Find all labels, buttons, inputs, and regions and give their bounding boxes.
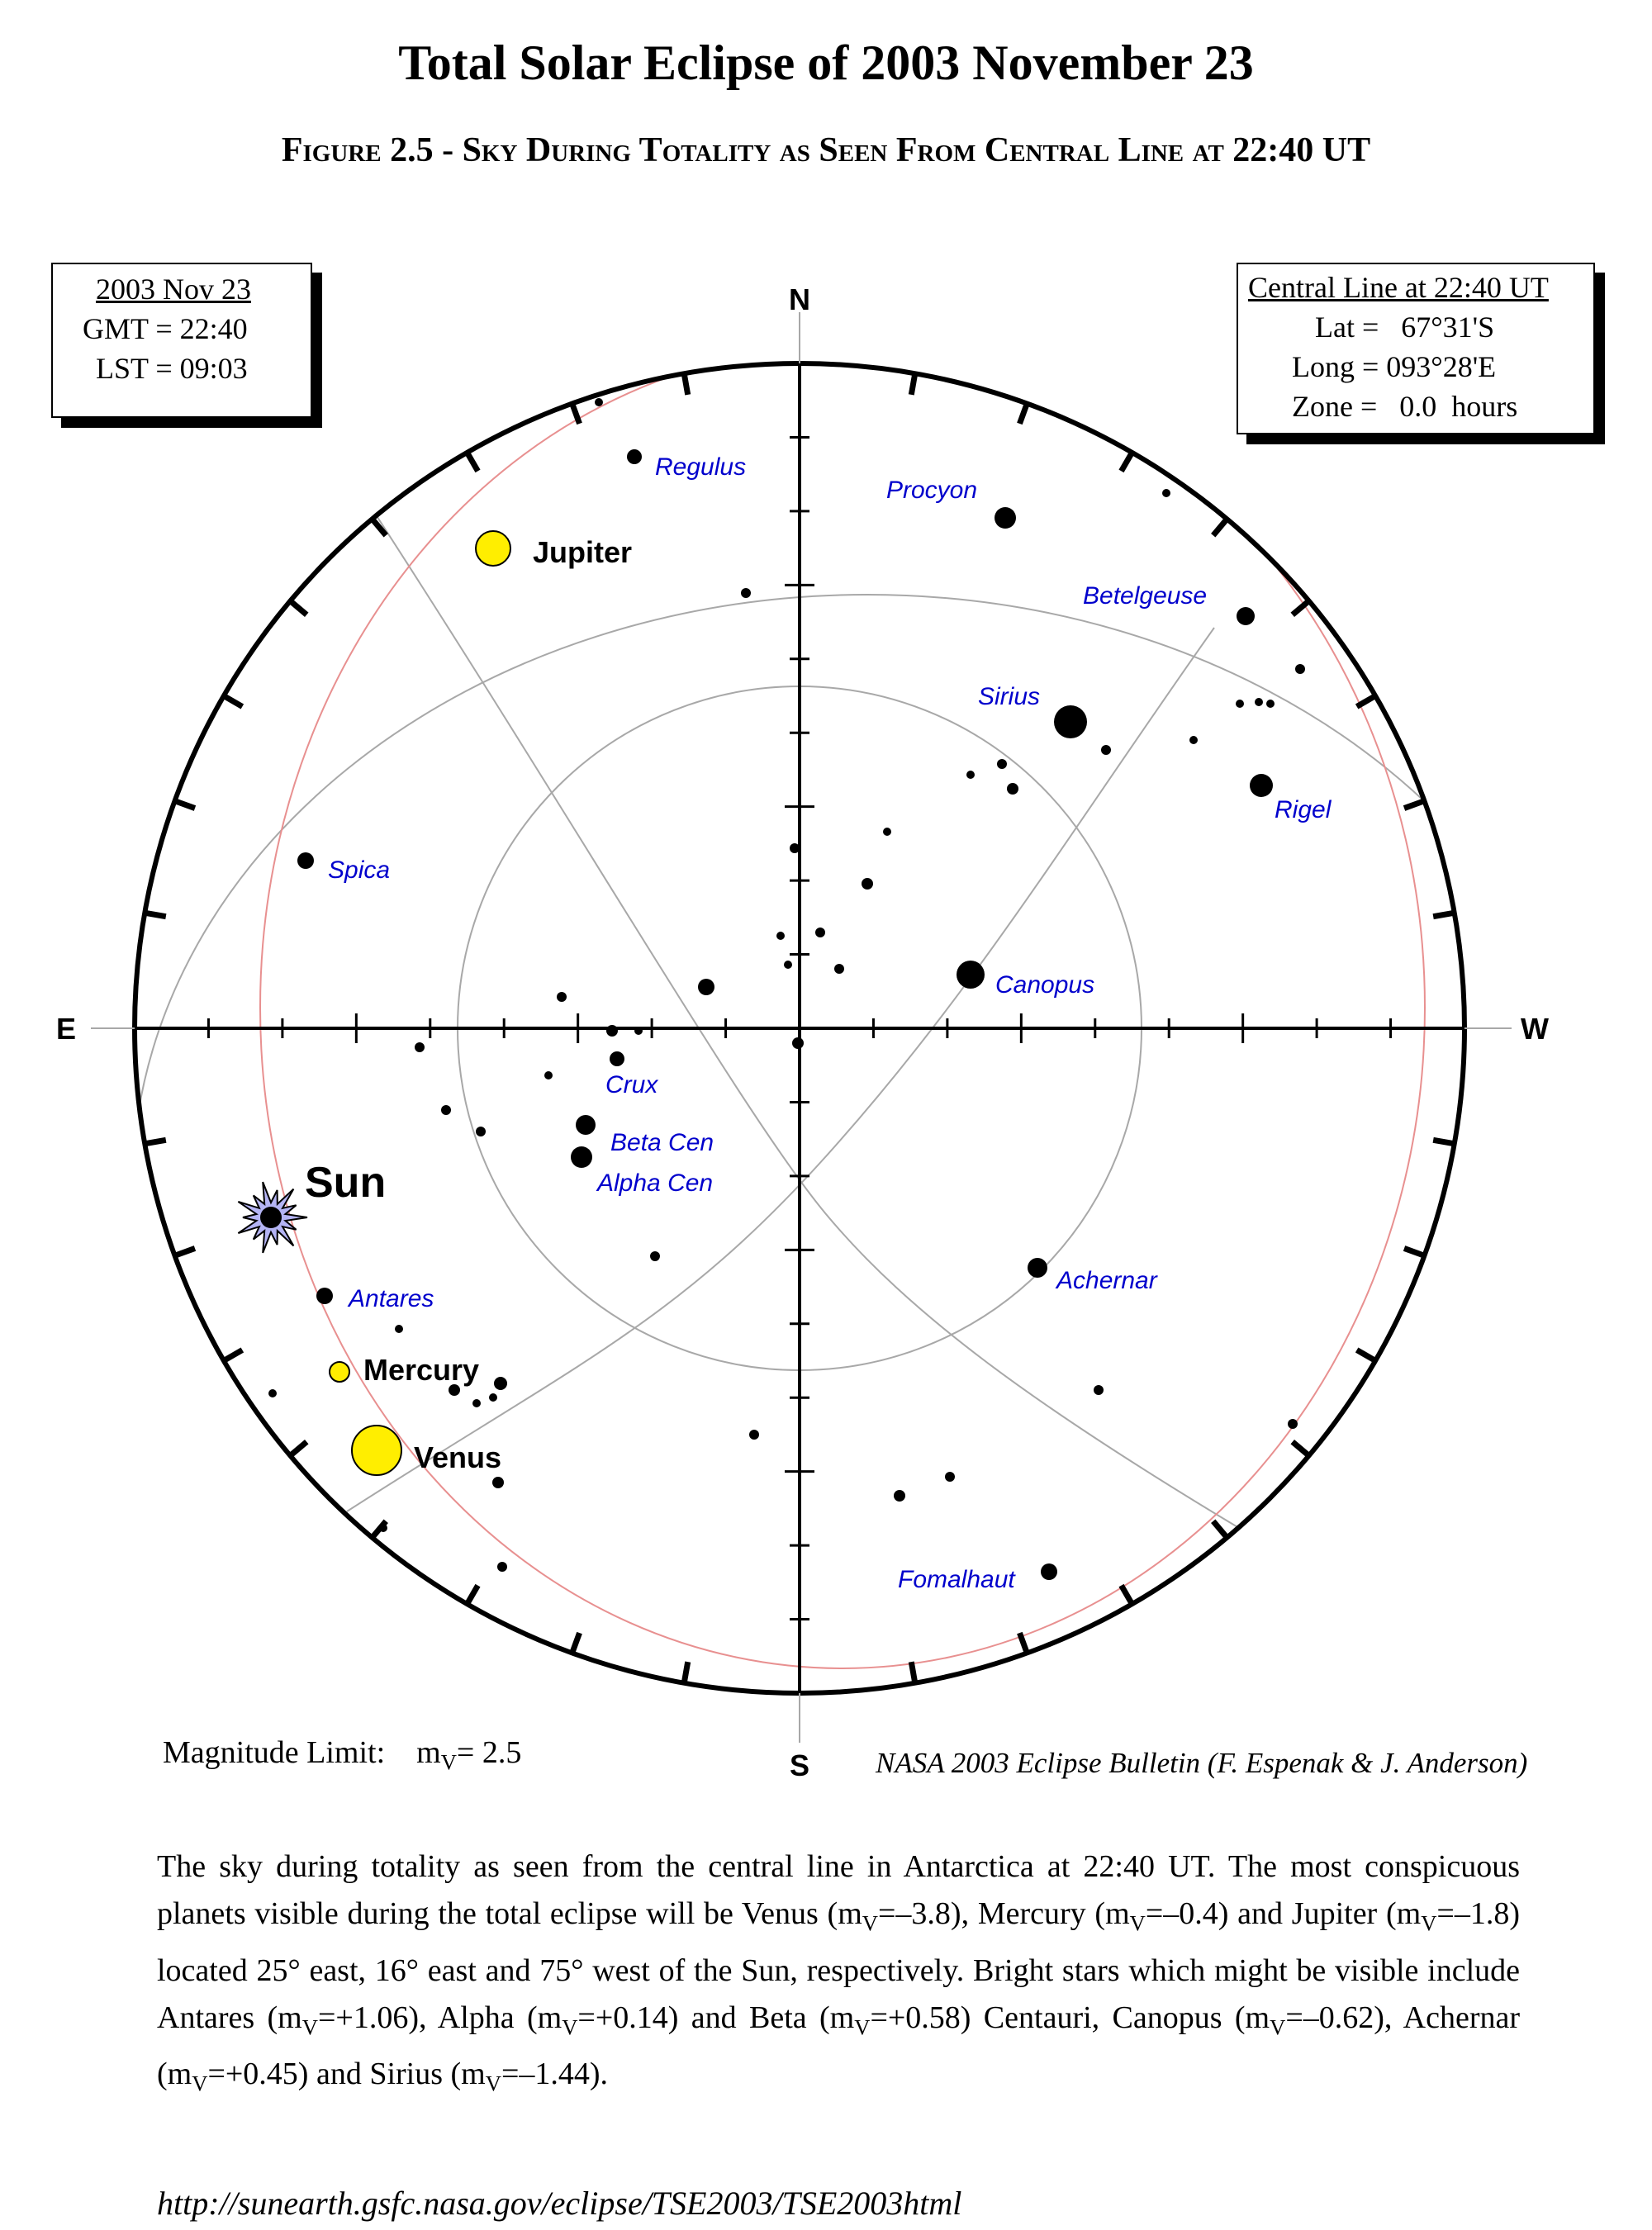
named-stars	[297, 449, 1273, 1580]
horizon-tick	[1404, 801, 1423, 808]
caption-part: =–3.8), Mercury (m	[878, 1896, 1130, 1931]
caption-part: The sky during totality as seen from the central line in Antarctica at 22:40 UT. The most conspicuous planets visible during the total eclipse will be Venus (m	[157, 1849, 1520, 1931]
horizon-tick	[1019, 405, 1026, 424]
star-regulus	[627, 449, 642, 464]
background-star	[268, 1389, 277, 1397]
label-sun: Sun	[305, 1159, 387, 1207]
caption-part: =+0.45) and Sirius (m	[207, 2057, 486, 2092]
horizon-tick	[1213, 520, 1226, 535]
background-star	[1189, 736, 1198, 744]
background-star	[1101, 745, 1111, 755]
background-star	[544, 1071, 553, 1079]
horizon-tick	[1293, 1442, 1308, 1454]
longitude-line: Long = 093°28'E	[1292, 350, 1497, 383]
figure-subtitle: Figure 2.5 - Sky During Totality as Seen From Central Line at 22:40 UT	[281, 131, 1371, 169]
caption-part: =+1.06), Alpha (m	[317, 2000, 563, 2035]
horizon-tick	[1433, 1140, 1453, 1143]
star-achernar	[1028, 1258, 1047, 1278]
background-star	[784, 961, 792, 969]
caption-sub: V	[1129, 1910, 1146, 1936]
caption-part: =–0.4) and Jupiter (m	[1145, 1896, 1422, 1931]
magnitude-subscript: V	[440, 1749, 457, 1775]
page-title: Total Solar Eclipse of 2003 November 23	[398, 36, 1254, 90]
south-label: S	[789, 1748, 810, 1782]
background-star	[1295, 664, 1305, 674]
horizon-tick	[1404, 1248, 1423, 1255]
star-sirius	[1054, 705, 1087, 738]
caption-sub: V	[1421, 1910, 1437, 1936]
label-procyon: Procyon	[886, 477, 978, 504]
star-rigel	[1250, 774, 1273, 797]
label-antares: Antares	[349, 1285, 434, 1312]
background-star	[489, 1393, 497, 1402]
background-star	[476, 1127, 486, 1136]
horizon-tick	[1122, 1586, 1132, 1603]
horizon-tick	[1433, 913, 1453, 917]
figure-caption	[157, 1843, 1520, 2108]
caption-part: =–1.44).	[501, 2057, 609, 2092]
background-star	[741, 588, 751, 598]
horizon-tick	[572, 1633, 579, 1652]
background-star	[698, 979, 714, 995]
planet-venus	[352, 1426, 401, 1475]
magnitude-limit	[163, 1734, 521, 1776]
background-star	[749, 1430, 759, 1440]
background-star	[1266, 700, 1275, 708]
credit-line: NASA 2003 Eclipse Bulletin (F. Espenak & J. Anderson)	[876, 1747, 1528, 1779]
west-label: W	[1521, 1012, 1549, 1046]
horizon-tick	[468, 454, 478, 472]
horizon-tick	[176, 801, 195, 808]
label-regulus: Regulus	[655, 453, 747, 481]
background-star	[650, 1251, 660, 1261]
gmt-line: GMT = 22:40	[83, 312, 248, 345]
background-star	[1236, 700, 1244, 708]
caption-sub: V	[301, 2014, 318, 2040]
horizon-tick	[1122, 454, 1132, 472]
background-star	[634, 1027, 643, 1035]
caption-part: =+0.14) and Beta (m	[577, 2000, 855, 2035]
horizon-tick	[685, 375, 688, 395]
background-star	[557, 992, 567, 1002]
caption-sub: V	[862, 1910, 878, 1936]
sun-disk	[260, 1207, 282, 1228]
background-star	[815, 928, 825, 937]
sun-marker	[238, 1182, 307, 1253]
magnitude-symbol: m	[416, 1735, 441, 1770]
lst-line: LST = 09:03	[96, 352, 248, 385]
horizon-tick	[292, 1442, 306, 1454]
caption-sub: V	[192, 2071, 208, 2096]
caption-part: =–1.8) located 25° east, 16° east and 75° west of the Sun, respectively. Bright stars which might be visible include Antares (m	[157, 1896, 1520, 2035]
horizon-tick	[146, 1140, 166, 1143]
background-star	[595, 398, 603, 406]
background-star	[1162, 489, 1170, 497]
background-star	[415, 1042, 425, 1052]
star-betelgeuse	[1237, 607, 1255, 625]
horizon-tick	[1213, 1521, 1226, 1536]
caption-part: =–0.62), Achernar (m	[157, 2000, 1521, 2092]
horizon-tick	[911, 1662, 914, 1682]
north-label: N	[789, 282, 810, 316]
caption-sub: V	[562, 2014, 578, 2040]
label-rigel: Rigel	[1275, 796, 1332, 823]
planet-jupiter	[476, 531, 510, 566]
background-star	[395, 1325, 403, 1333]
background-star	[894, 1490, 905, 1502]
label-beta-cen: Beta Cen	[610, 1129, 714, 1156]
horizon-tick	[685, 1662, 688, 1682]
horizon-tick	[146, 913, 166, 917]
background-star	[1094, 1385, 1104, 1395]
star-canopus	[957, 961, 985, 989]
label-fomalhaut: Fomalhaut	[898, 1566, 1015, 1593]
background-star	[494, 1377, 507, 1390]
label-venus: Venus	[414, 1440, 502, 1474]
zone-line: Zone = 0.0 hours	[1292, 390, 1518, 423]
horizon-tick	[1357, 1350, 1374, 1360]
label-mercury: Mercury	[363, 1353, 480, 1387]
horizon-tick	[468, 1586, 478, 1603]
star-crux	[610, 1051, 624, 1066]
background-star	[472, 1399, 481, 1407]
latitude-line: Lat = 67°31'S	[1315, 311, 1495, 344]
source-url: http://sunearth.gsfc.nasa.gov/eclipse/TSE2003/TSE2003html	[157, 2185, 962, 2222]
background-star	[1255, 698, 1263, 706]
background-star	[1007, 783, 1018, 795]
horizon-tick	[292, 602, 306, 614]
east-label: E	[55, 1012, 77, 1046]
caption-sub: V	[854, 2014, 871, 2040]
date-line: 2003 Nov 23	[96, 273, 251, 306]
horizon-tick	[1293, 602, 1308, 614]
horizon-tick	[176, 1248, 195, 1255]
horizon-tick	[911, 375, 914, 395]
label-achernar: Achernar	[1056, 1267, 1157, 1294]
label-betelgeuse: Betelgeuse	[1083, 582, 1208, 610]
star-spica	[297, 852, 314, 869]
label-spica: Spica	[328, 856, 391, 884]
background-star	[441, 1105, 451, 1115]
background-star	[497, 1562, 507, 1572]
label-sirius: Sirius	[978, 683, 1041, 710]
label-alpha-cen: Alpha Cen	[597, 1170, 714, 1197]
star-procyon	[995, 507, 1016, 529]
background-star	[492, 1477, 504, 1488]
background-star	[945, 1472, 955, 1482]
background-star	[792, 1037, 804, 1049]
planet-mercury	[330, 1362, 349, 1382]
caption-sub: V	[1270, 2014, 1286, 2040]
star-alpha-cen	[571, 1146, 592, 1168]
magnitude-value: = 2.5	[456, 1735, 522, 1770]
background-star	[790, 843, 800, 853]
background-star	[966, 771, 975, 779]
background-star	[834, 964, 844, 974]
horizon-tick	[225, 1350, 243, 1360]
magnitude-limit-label: Magnitude Limit:	[163, 1735, 386, 1770]
background-star	[776, 932, 785, 940]
background-star	[379, 1524, 387, 1532]
star-beta-cen	[576, 1115, 596, 1135]
background-star	[883, 828, 891, 836]
star-fomalhaut	[1041, 1563, 1057, 1580]
central-line-heading: Central Line at 22:40 UT	[1248, 271, 1549, 304]
caption-sub: V	[485, 2071, 501, 2096]
background-star	[862, 878, 873, 890]
caption-part: =+0.58) Centauri, Canopus (m	[870, 2000, 1270, 2035]
label-canopus: Canopus	[995, 971, 1095, 999]
star-antares	[316, 1288, 333, 1304]
label-crux: Crux	[605, 1071, 658, 1098]
background-star	[606, 1025, 618, 1037]
label-jupiter: Jupiter	[533, 535, 633, 569]
horizon-tick	[225, 697, 243, 707]
background-star	[1288, 1419, 1298, 1429]
background-star	[997, 759, 1007, 769]
